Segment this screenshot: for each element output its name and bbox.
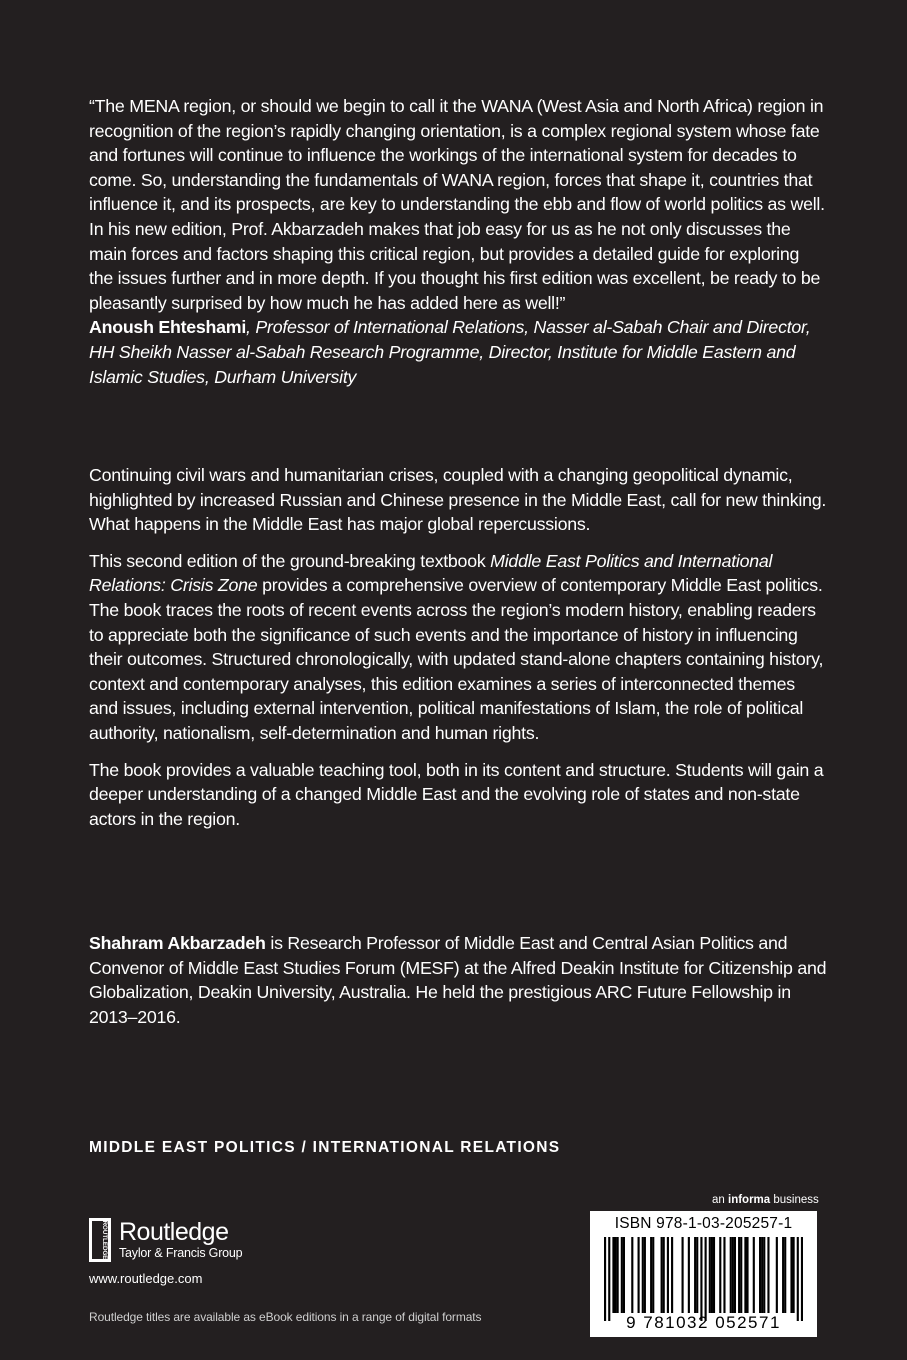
barcode-bar: [644, 1237, 646, 1313]
barcode-bar: [782, 1237, 784, 1313]
barcode-bar: [696, 1237, 698, 1313]
barcode-bar: [650, 1237, 652, 1313]
barcode-bar: [793, 1237, 795, 1313]
barcode-bar: [631, 1237, 633, 1313]
barcode-bar: [667, 1237, 669, 1313]
publisher-name: Routledge: [119, 1218, 229, 1246]
paragraph-2-rest: provides a comprehensive overview of contemporary Middle East politics. The book traces the roots of recent events across the region’s modern history, enabling readers to appreciate both the significance of such events and the importance of history in influencing their outcomes. Structured chronologically, with updated stand-alone chapters containing history, context and contemporary analyses, this edition examines a series of interconnected themes and issues, including external intervention, political manifestations of Islam, the role of political authority, nationalism, self-determination and human rights.: [89, 575, 824, 743]
endorser-name: Anoush Ehteshami: [89, 317, 247, 338]
barcode-bar: [719, 1237, 721, 1313]
barcode-bar: [744, 1237, 746, 1313]
barcode-bar: [623, 1237, 625, 1313]
barcode-bar: [738, 1237, 740, 1313]
barcode-bar: [797, 1237, 799, 1321]
barcode-bar: [663, 1237, 665, 1313]
barcode-bar: [617, 1237, 619, 1313]
subject-category: MIDDLE EAST POLITICS / INTERNATIONAL RELATIONS: [89, 1139, 561, 1156]
barcode-bar: [694, 1237, 696, 1313]
description-paragraph-3: The book provides a valuable teaching tool, both in its content and structure. Students will gain a deeper understanding of a changed Middle East and the evolving role of states and non-state actors in the region.: [89, 759, 824, 829]
barcode-bar: [621, 1237, 623, 1313]
barcode-bar: [638, 1237, 640, 1313]
publisher-group: Taylor & Francis Group: [119, 1246, 243, 1260]
informa-business-tag: an informa business: [712, 1194, 819, 1206]
endorser-affiliation: , Professor of International Relations, Nasser al-Sabah Chair and Director, HH Sheikh Nasser al-Sabah Research Programme, Director, Institute for Middle Eastern and Islamic Studies, Durham University: [89, 317, 811, 387]
isbn-label: ISBN 978-1-03-205257-1: [614, 1215, 793, 1232]
barcode-bar: [713, 1237, 715, 1313]
barcode-bar: [790, 1237, 792, 1313]
author-bio: [89, 931, 827, 1029]
barcode-bar: [767, 1237, 769, 1313]
barcode-bar: [763, 1237, 765, 1313]
barcode-bar: [776, 1237, 778, 1313]
barcode-bar: [740, 1237, 742, 1313]
description-paragraph-2: [89, 549, 827, 746]
barcode-bar: [759, 1237, 761, 1313]
barcode-bar: [732, 1237, 734, 1313]
barcode-bar: [612, 1237, 614, 1313]
book-description: [89, 463, 827, 843]
barcode-bar: [753, 1237, 755, 1313]
barcode-bar: [604, 1237, 606, 1321]
barcode-bar: [784, 1237, 786, 1313]
description-paragraph-1: Continuing civil wars and humanitarian crises, coupled with a changing geopolitical dynamic, highlighted by increased Russian and Chinese presence in the Middle East, call for new thinking. What happens in the Middle East has major global repercussions.: [89, 465, 827, 535]
barcode-digits: 9 781032 052571: [626, 1313, 781, 1332]
barcode-bar: [661, 1237, 663, 1313]
barcode-bar: [614, 1237, 616, 1313]
barcode-bar: [730, 1237, 732, 1313]
ebook-note: Routledge titles are available as eBook editions in a range of digital formats: [89, 1310, 482, 1324]
barcode-bar: [642, 1237, 644, 1313]
isbn-barcode: [590, 1211, 817, 1337]
barcode-bar: [688, 1237, 690, 1313]
book-title: Middle East Politics and International Relations: Crisis Zone: [89, 550, 773, 596]
barcode-bar: [734, 1237, 736, 1313]
barcode-bar: [723, 1237, 725, 1313]
barcode-bar: [709, 1237, 711, 1313]
endorsement-attribution: [89, 315, 827, 389]
barcode-bar: [746, 1237, 748, 1313]
logo-vertical-text: ROUTLEDGE: [101, 1220, 108, 1260]
endorsement-quote: “The MENA region, or should we begin to call it the WANA (West Asia and North Africa) region in recognition of the region’s rapidly changing orientation, is a complex regional system whose fate and fortunes will continue to influence the workings of the international system for decades to come. So, understanding the fundamentals of WANA region, forces that shape it, countries that influence it, and its prospects, are key to understanding the ebb and flow of world politics as well. In his new edition, Prof. Akbarzadeh makes that job easy for us as he not only discusses the main forces and factors shaping this critical region, but provides a detailed guide for exploring the issues further and in more depth. If you thought his first edition was excellent, be ready to be pleasantly surprised by how much he has added here as well!”: [89, 96, 825, 313]
paragraph-2-start: This second edition of the ground-breaking textbook: [89, 550, 491, 571]
barcode-bar: [801, 1237, 803, 1321]
barcode-bar: [608, 1237, 610, 1321]
barcode-bar: [682, 1237, 684, 1313]
author-name: Shahram Akbarzadeh: [89, 933, 266, 953]
author-bio-text: is Research Professor of Middle East and Central Asian Politics and Convenor of Middle East Studies Forum (MESF) at the Alfred Deakin Institute for Citizenship and Globalization, Deakin University, Australia. He held the prestigious ARC Future Fellowship in 2013–2016.: [89, 933, 827, 1027]
barcode-bar: [652, 1237, 654, 1313]
barcode-bar: [711, 1237, 713, 1313]
barcode-bar: [761, 1237, 763, 1313]
endorsement-block: [89, 94, 827, 389]
barcode-bars: [604, 1237, 803, 1321]
publisher-url[interactable]: www.routledge.com: [89, 1271, 203, 1286]
publisher-logo: [89, 1218, 242, 1262]
barcode-bar: [671, 1237, 673, 1313]
barcode-bar: [700, 1237, 702, 1321]
routledge-logo-icon: [89, 1218, 111, 1262]
barcode-bar: [705, 1237, 707, 1321]
